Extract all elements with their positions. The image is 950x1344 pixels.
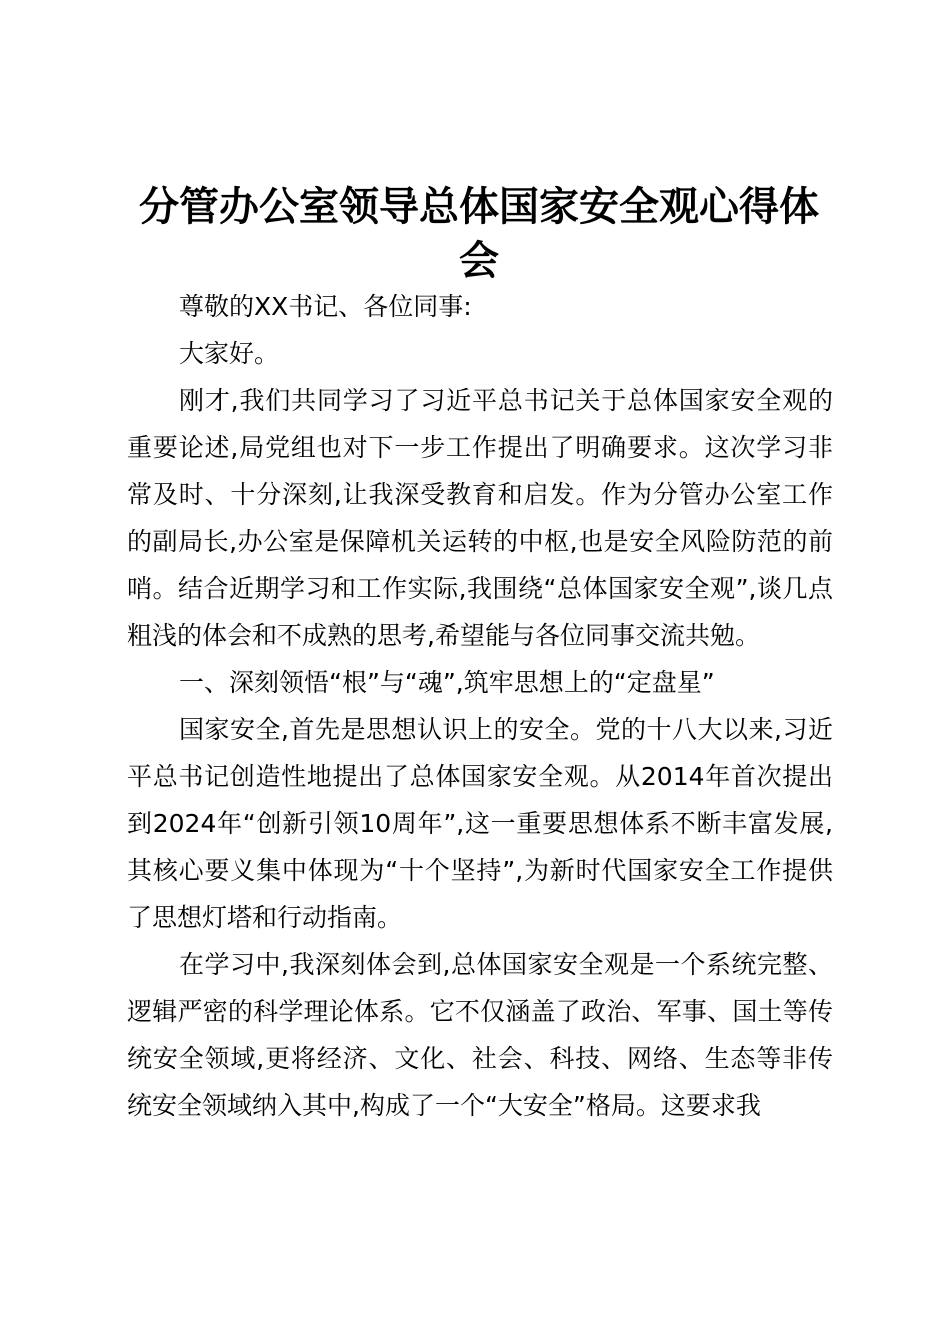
body-paragraph-2: 在学习中,我深刻体会到,总体国家安全观是一个系统完整、逻辑严密的科学理论体系。它不仅涵盖了政治、军事、国土等传统安全领域,更将经济、文化、社会、科技、网络、生态等非传统安全领域纳入其中,构成了一个“大安全”格局。这要求我 (127, 950, 833, 1120)
document-title: 分管办公室领导总体国家安全观心得体会 (139, 183, 819, 284)
section-heading-1: 一、深刻领悟“根”与“魂”,筑牢思想上的“定盘星” (179, 668, 715, 697)
body-paragraph-1: 国家安全,首先是思想认识上的安全。党的十八大以来,习近平总书记创造性地提出了总体国家安全观。从2014年首次提出到2024年“创新引领10周年”,这一重要思想体系不断丰富发展,其核心要义集中体现为“十个坚持”,为新时代国家安全工作提供了思想灯塔和行动指南。 (127, 715, 833, 932)
document-body (127, 283, 833, 1129)
greeting: 大家好。 (179, 339, 280, 368)
intro-paragraph: 刚才,我们共同学习了习近平总书记关于总体国家安全观的重要论述,局党组也对下一步工作提出了明确要求。这次学习非常及时、十分深刻,让我深受教育和启发。作为分管办公室工作的副局长,办公室是保障机关运转的中枢,也是安全风险防范的前哨。结合近期学习和工作实际,我围绕“总体国家安全观”,谈几点粗浅的体会和不成熟的思考,希望能与各位同事交流共勉。 (127, 386, 833, 650)
salutation: 尊敬的XX书记、各位同事: (179, 292, 472, 321)
